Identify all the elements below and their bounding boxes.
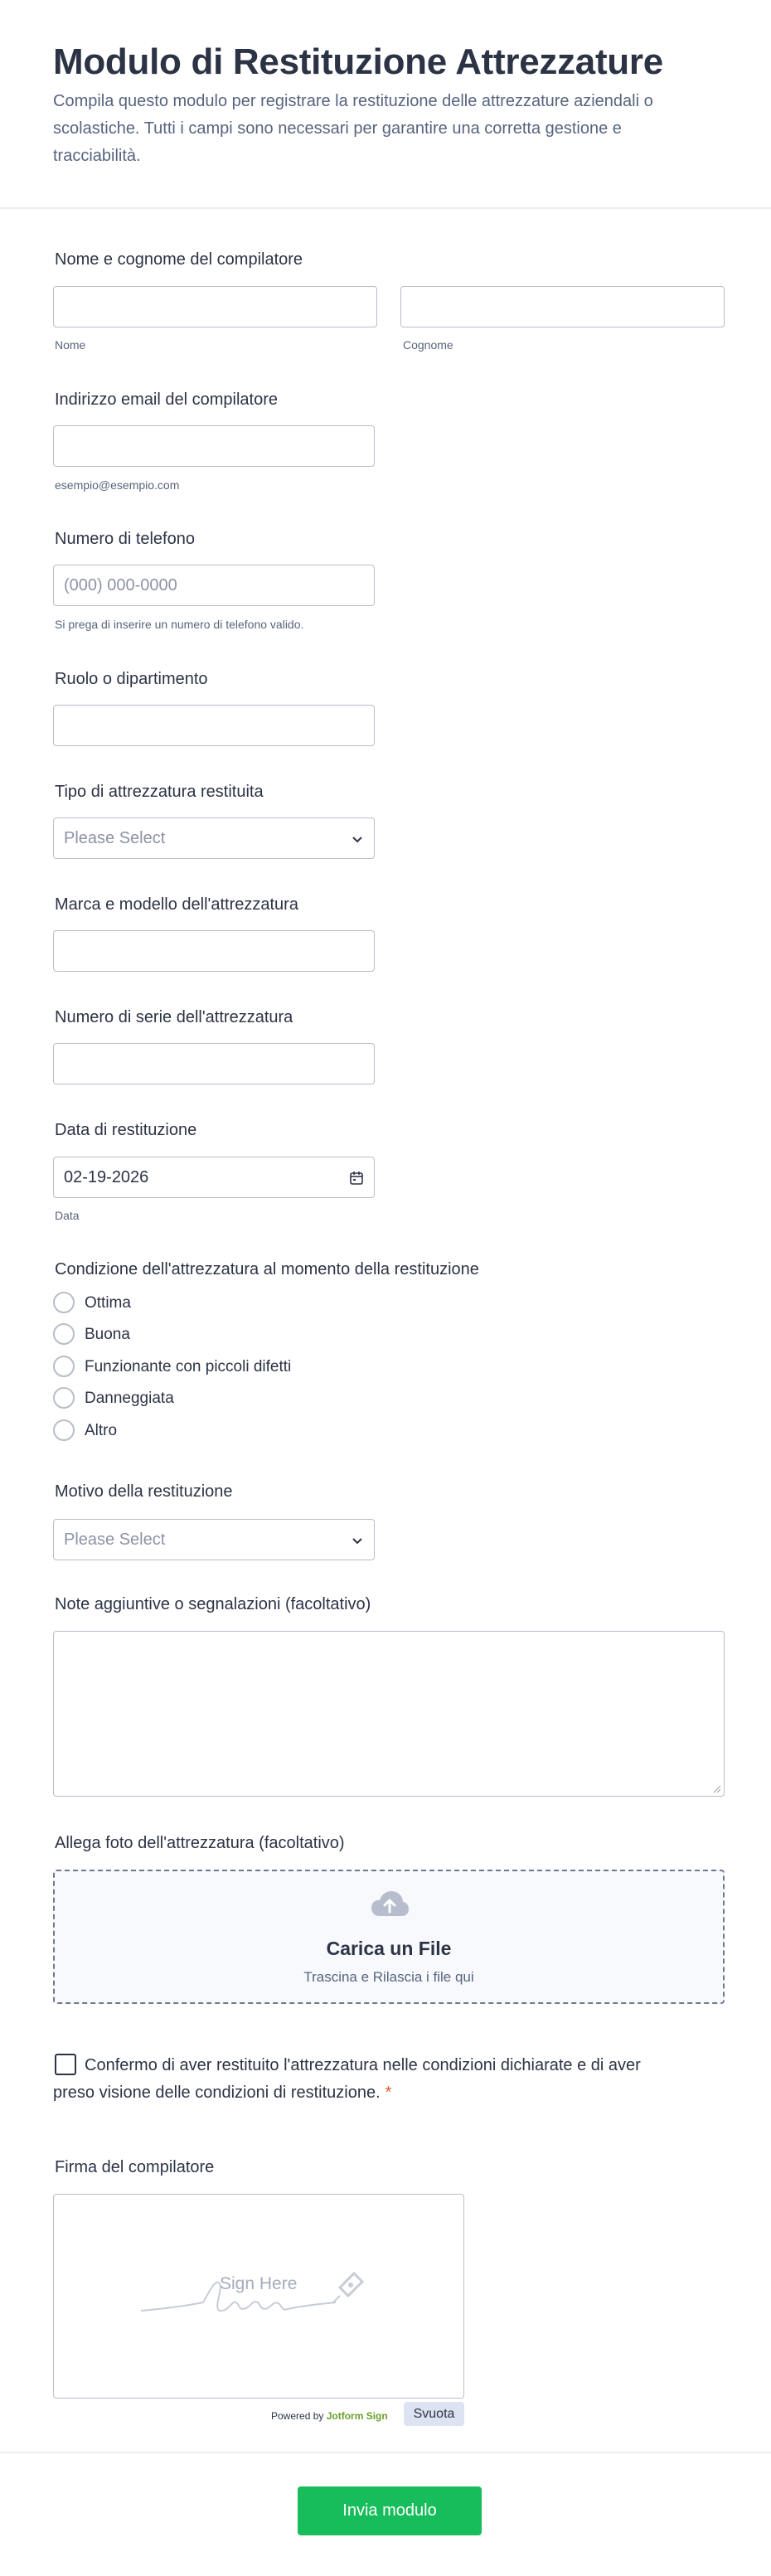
radio-circle[interactable] [53,1292,75,1313]
powered-by [271,2410,388,2422]
notes-label: Note aggiuntive o segnalazioni (facoltativo) [55,1595,371,1613]
first-name-sublabel: Nome [55,338,86,352]
role-label: Ruolo o dipartimento [55,670,208,688]
radio-circle[interactable] [53,1387,75,1409]
last-name-input[interactable] [400,286,725,327]
jotform-sign-brand[interactable]: Jotform Sign [326,2410,388,2422]
radio-label: Buona [85,1326,130,1343]
phone-input[interactable] [53,565,375,606]
return-date-input[interactable] [53,1157,375,1198]
last-name-sublabel: Cognome [403,338,453,352]
required-asterisk: * [385,2084,392,2102]
upload-title: Carica un File [326,1938,452,1959]
condition-label: Condizione dell'attrezzatura al momento della restituzione [55,1260,479,1278]
form-description: Compila questo modulo per registrare la restituzione delle attrezzature aziendali o scolastiche. Tutti i campi sono necessari per garantire una corretta gestione e tracciabilità. [53,92,653,165]
equipment-type-label: Tipo di attrezzatura restituita [55,783,264,801]
radio-circle[interactable] [53,1419,75,1441]
brand-model-label: Marca e modello dell'attrezzatura [55,895,298,914]
resize-grip-icon[interactable] [713,1785,721,1793]
email-sublabel: esempio@esempio.com [55,478,180,492]
chevron-down-icon [351,832,364,846]
serial-label: Numero di serie dell'attrezzatura [55,1008,293,1026]
signature-pad[interactable] [53,2194,464,2399]
form-header [0,0,771,209]
reason-value: Please Select [64,1531,166,1549]
return-date-sublabel: Data [55,1209,80,1222]
serial-input[interactable] [53,1043,375,1084]
cloud-upload-icon [370,1890,410,1919]
role-input[interactable] [53,705,375,746]
equipment-type-value: Please Select [64,829,166,847]
phone-sublabel: Si prega di inserire un numero di telefono valido. [55,618,304,631]
page-title: Modulo di Restituzione Attrezzature [53,41,663,82]
radio-circle[interactable] [53,1356,75,1377]
phone-label: Numero di telefono [55,530,195,548]
photo-label: Allega foto dell'attrezzatura (facoltativo) [55,1834,345,1852]
radio-label: Ottima [85,1294,131,1312]
radio-circle[interactable] [53,1323,75,1345]
signature-label: Firma del compilatore [55,2158,215,2176]
brand-model-input[interactable] [53,930,375,972]
email-label: Indirizzo email del compilatore [55,391,279,409]
reason-label: Motivo della restituzione [55,1482,233,1501]
confirm-text: Confermo di aver restituito l'attrezzatura nelle condizioni dichiarate e di aver preso visione delle condizioni di restituzione. [53,2056,641,2102]
return-date-label: Data di restituzione [55,1121,197,1139]
return-date-value: 02-19-2026 [64,1168,149,1186]
footer-divider [0,2452,771,2453]
submit-button[interactable]: Invia modulo [298,2486,482,2535]
confirm-label [53,2052,650,2107]
powered-prefix: Powered by [271,2410,324,2422]
first-name-input[interactable] [53,286,377,327]
signature-placeholder: Sign Here [220,2274,298,2293]
file-upload-dropzone[interactable] [53,1870,725,2004]
radio-label: Danneggiata [85,1390,174,1407]
upload-subtitle: Trascina e Rilascia i file qui [303,1969,474,1985]
clear-signature-button[interactable]: Svuota [404,2402,464,2426]
radio-label: Funzionante con piccoli difetti [85,1358,292,1375]
notes-textarea[interactable] [53,1631,725,1797]
calendar-icon[interactable] [349,1171,364,1186]
reason-select[interactable] [53,1519,375,1560]
name-label: Nome e cognome del compilatore [55,250,303,269]
equipment-type-select[interactable] [53,817,375,859]
email-input[interactable] [53,425,375,467]
radio-label: Altro [85,1422,118,1439]
chevron-down-icon [351,1534,364,1547]
